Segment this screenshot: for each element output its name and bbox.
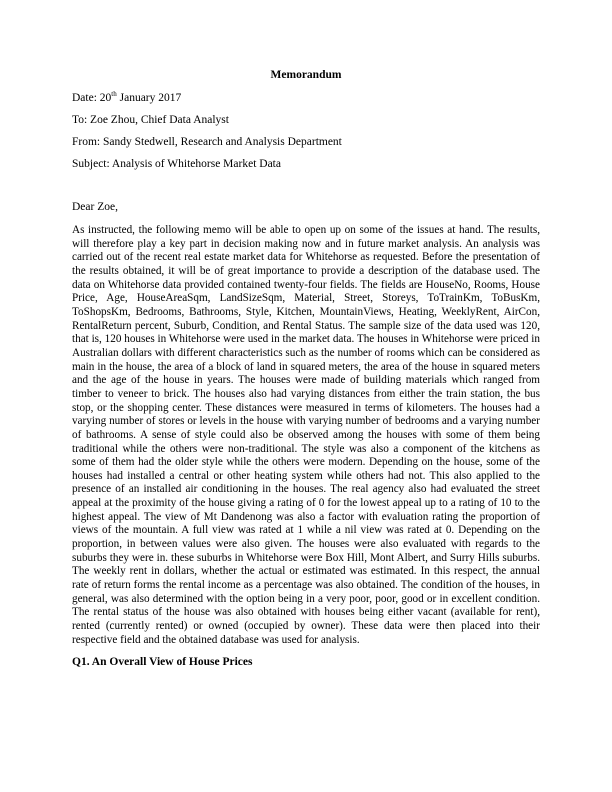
memo-page xyxy=(72,68,540,669)
memo-to: To: Zoe Zhou, Chief Data Analyst xyxy=(72,114,229,126)
date-label: Date: xyxy=(72,92,100,104)
section-heading: Q1. An Overall View of House Prices xyxy=(72,656,253,669)
date-suffix: th xyxy=(111,90,117,99)
memo-body-paragraph: As instructed, the following memo will be able to open up on some of the issues at hand. The results, will therefore play a key part in decision making now and in future market analysis. An analysis was carried out of the recent real estate market data for Whitehorse as requested. Before the presentation of the results obtained, it will be of great importance to provide a description of the database used. The data on Whitehorse data provided contained twenty-four fields. The fields are HouseNo, Rooms, House Price, Age, HouseAreaSqm, LandSizeSqm, Material, Street, Storeys, ToTrainKm, ToBusKm, ToShopsKm, Bedrooms, Bathrooms, Style, Kitchen, MountainViews, Heating, WeeklyRent, AirCon, RentalReturn percent, Suburb, Condition, and Rental Status. The sample size of the data used was 120, that is, 120 houses in Whitehorse were used in the market data. The houses in Whitehorse were priced in Australian dollars with different characteristics such as the number of rooms which can be considered as main in the house, the area of a block of land in squared meters, the area of the house in squared meters and the age of the house in years. The houses were made of building materials which ranged from timber to veneer to brick. The houses also had varying distances from either the train station, the bus stop, or the shopping center. These distances were measured in terms of kilometers. The houses had a varying number of stores or levels in the house with varying number of bedrooms and a varying number of bathrooms. A sense of style could also be observed among the houses with some of them being traditional while the others were non-traditional. The style was also a component of the kitchens as some of them had the older style while the others were modern. Depending on the house, some of the houses had installed a central or other heating system while others had not. This also applied to the presence of an installed air conditioning in the houses. The real agency also had evaluated the street appeal at the proximity of the house giving a rating of 0 for the lowest appeal up to a rating of 10 to the highest appeal. The view of Mt Dandenong was also a factor with evaluation rating the proportion of views of the mountain. A full view was rated at 1 while a nil view was rated at 0. Depending on the proportion, in between values were also given. The houses were also evaluated with regards to the suburbs they were in. these suburbs in Whitehorse were Box Hill, Mont Albert, and Surry Hills suburbs. The weekly rent in dollars, whether the actual or estimated was estimated. In this respect, the annual rate of return forms the rental income as a percentage was also obtained. The condition of the houses, in general, was also determined with the option being in a very poor, poor, good or in excellent condition. The rental status of the house was also obtained with houses being either vacant (available for rent), rented (currently rented) or owned (occupied by owner). These data were then placed into their respective field and the obtained database was used for analysis. xyxy=(72,224,540,646)
memo-date xyxy=(72,91,540,105)
memo-subject: Subject: Analysis of Whitehorse Market Data xyxy=(72,158,281,170)
date-day: 20 xyxy=(99,92,112,104)
memo-salutation: Dear Zoe, xyxy=(72,201,118,213)
memo-from: From: Sandy Stedwell, Research and Analysis Department xyxy=(72,136,342,148)
memo-title: Memorandum xyxy=(270,69,342,81)
date-rest: January 2017 xyxy=(116,92,182,104)
